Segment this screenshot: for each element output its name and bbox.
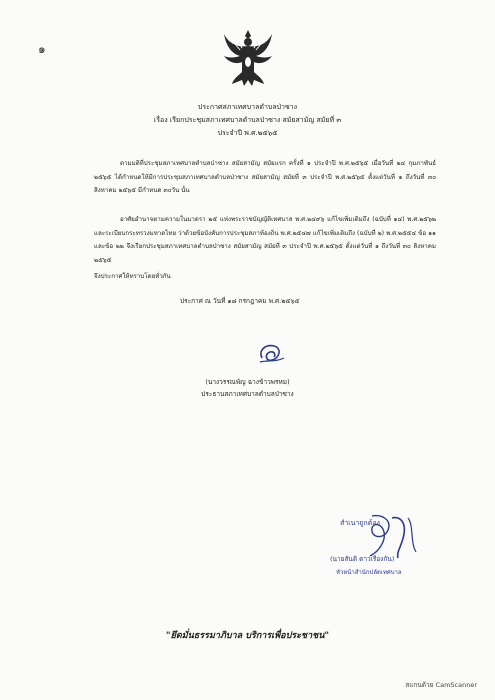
page-number-mark: ๑ bbox=[38, 42, 46, 56]
slogan: "ยึดมั่นธรรมาภิบาล บริการเพื่อประชาชน" bbox=[165, 631, 330, 641]
clerk-position: หัวหน้าสำนักปลัดเทศบาล bbox=[336, 569, 402, 576]
paragraph-1-text: ตามมติที่ประชุมสภาเทศบาลตำบลป่าซาง สมัยสามัญ สมัยแรก ครั้งที่ ๑ ประจำปี พ.ศ.๒๕๖๕ เมื่อวันที่ ๒๔ กุมภาพันธ์ ๒๕๖๕ ได้กำหนดให้มีการประชุมสภาเทศบาลตำบลป่าซาง สมัยสามัญ สมัยที่ ๓ ประจำปี พ.ศ.๒๕๖๕ ตั้งแต่วันที่ ๑ ถึงวันที่ ๓๐ สิงหาคม ๒๕๖๕ มีกำหนด ๓๐วัน นั้น bbox=[94, 160, 436, 194]
garuda-emblem-icon bbox=[222, 28, 274, 92]
certified-copy-title: สำเนาถูกต้อง bbox=[340, 519, 380, 527]
paragraph-3 bbox=[94, 270, 436, 284]
clerk-name: (นายสันติ ดาวเรืองกัน) bbox=[330, 555, 395, 563]
scanner-watermark: สแกนด้วย CamScanner bbox=[405, 681, 477, 689]
signatory-position: ประธานสภาเทศบาลตำบลป่าซาง bbox=[201, 390, 294, 398]
paragraph-2-text: อาศัยอำนาจตามความในมาตรา ๒๕ แห่งพระราชบัญญัติเทศบาล พ.ศ.๒๔๙๖ แก้ไขเพิ่มเติมถึง (ฉบับที่ ๑๔) พ.ศ.๒๕๖๒ และระเบียบกระทรวงมหาดไทย ว่าด้วยข้อบังคับการประชุมสภาท้องถิ่น พ.ศ.๒๕๔๗ แก้ไขเพิ่มเติมถึง (ฉบับที่ ๒) พ.ศ.๒๕๕๔ ข้อ ๑๑ และข้อ ๒๒ จึงเรียกประชุมสภาเทศบาลตำบลป่าซาง สมัยสามัญ สมัยที่ ๓ ประจำปี พ.ศ.๒๕๖๕ ตั้งแต่วันที่ ๑ ถึงวันที่ ๓๐ สิงหาคม ๒๕๖๕ bbox=[94, 216, 436, 264]
heading-subject: เรื่อง เรียกประชุมสภาเทศบาลตำบลป่าซาง สมัยสามัญ สมัยที่ ๓ bbox=[153, 116, 342, 124]
signatory-block bbox=[0, 376, 495, 400]
paragraph-3-text: จึงประกาศให้ทราบโดยทั่วกัน bbox=[94, 273, 171, 280]
president-signature-icon bbox=[254, 340, 288, 368]
paragraph-2 bbox=[94, 213, 436, 267]
heading-year: ประจำปี พ.ศ.๒๕๖๕ bbox=[217, 129, 278, 137]
signatory-name: (นางวรรณพัญ ฉางข้าวพรหม) bbox=[205, 378, 290, 386]
announcement-heading bbox=[0, 101, 495, 140]
announcement-date: ประกาศ ณ วันที่ ๑๘ กรกฎาคม พ.ศ.๒๕๖๕ bbox=[180, 297, 300, 305]
paragraph-1 bbox=[94, 157, 436, 198]
heading-line-1: ประกาศสภาเทศบาลตำบลป่าซาง bbox=[197, 103, 298, 111]
